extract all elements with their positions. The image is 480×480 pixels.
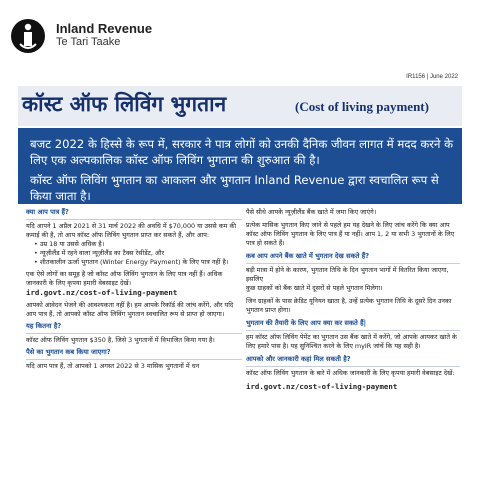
org-name-maori: Te Tari Taake	[56, 36, 121, 48]
page-title-hindi: कॉस्ट ऑफ लिविंग भुगतान	[22, 92, 227, 116]
header	[0, 0, 480, 78]
title-bar	[18, 86, 462, 126]
ineligible-group-text: एक ऐसे लोगों का समूह है जो कॉस्ट ऑफ लिविंग भुगतान के लिए पात्र नहीं हैं। अधिक जानकारी के लिए कृपया हमारी वेबसाइट देखें।	[26, 270, 223, 287]
payment-date-text: यदि आप पात्र हैं, तो आपको 1 अगस्त 2022 से 3 मासिक भुगतानों में धन	[26, 362, 200, 370]
heading-payment-date: पैसे का भुगतान कब किया जाएगा?	[26, 348, 111, 356]
intro-paragraph-2: कॉस्ट ऑफ लिविंग भुगतान का आकलन और भुगतान Inland Revenue द्वारा स्वचालित रूप से किया जाता है।	[30, 173, 439, 203]
monthly-check-text: प्रत्येक मासिक भुगतान किए जाने से पहले हम यह देखने के लिए जांच करेंगे कि क्या आप कॉस्ट ऑफ लिविंग भुगतान के लिए पात्र हैं या नहीं। आप 1, 2 या सभी 3 भुगतानों के लिए पात्र हो सकते हैं।	[246, 221, 455, 247]
divider	[246, 330, 460, 331]
volume-text-2: कुछ ग्राहकों को बैंक खाते में दूसरों से पहले भुगतान मिलेगा।	[246, 284, 383, 292]
website-link[interactable]: ird.govt.nz/cost-of-living-payment	[26, 288, 178, 297]
divider	[26, 359, 242, 360]
divider	[246, 263, 460, 264]
direct-deposit-text: पैसे सीधे आपके न्यूज़ीलैंड बैंक खाते में जमा किए जाएंगे।	[246, 208, 377, 216]
divider	[26, 219, 242, 220]
document-reference: IR1156 | June 2022	[406, 74, 458, 80]
divider	[26, 333, 242, 334]
list-item: • उम्र 18 या उससे अधिक है।	[34, 240, 242, 249]
intro-paragraph-1: बजट 2022 के हिस्से के रूप में, सरकार ने पात्र लोगों को उनकी दैनिक जीवन लागत में मदद करने के लिए एक अल्पकालिक कॉस्ट ऑफ लिविंग भुगतान की शुरुआत की है।	[30, 137, 454, 167]
amount-text: कॉस्ट ऑफ लिविंग भुगतान $350 है, जिसे 3 भुगतानों में विभाजित किया गया है।	[26, 336, 215, 344]
heading-eligibility: क्या आप पात्र हैं?	[26, 208, 69, 216]
left-column	[26, 208, 242, 371]
intro-panel	[18, 128, 462, 204]
heading-amount: यह कितना है?	[26, 322, 62, 330]
inland-revenue-logo-icon	[10, 18, 46, 54]
volume-text: बड़ी मात्रा में होने के कारण, भुगतान तिथि के दिन भुगतान भागों में वितरित किया जाएगा, इसलिए	[246, 266, 449, 283]
credit-union-text: जिन ग्राहकों के पास क्रेडिट यूनियन खाता है, उन्हें प्रत्येक भुगतान तिथि के दूसरे दिन उनका भुगतान प्राप्त होगा।	[246, 297, 452, 314]
heading-prepare: भुगतान की तैयारी के लिए आप क्या कर सकते हैं|	[246, 319, 366, 327]
heading-more-info: आपको और जानकारी कहां मिल सकती है?	[246, 355, 351, 363]
org-name: Inland Revenue	[56, 21, 153, 36]
org-name-block	[56, 21, 152, 49]
no-application-text: आपको आवेदन भेजने की आवश्यकता नहीं है। हम आपके रिकॉर्ड की जांच करेंगे, और यदि आप पात्र हैं, तो आपको कॉस्ट ऑफ लिविंग भुगतान स्वचालित रूप से प्राप्त हो जाएगा।	[26, 301, 234, 318]
list-item: • शीतकालीन ऊर्जा भुगतान (Winter Energy Payment) के लिए पात्र नहीं है।	[34, 258, 242, 267]
more-info-text: कॉस्ट ऑफ लिविंग भुगतान के बारे में अधिक जानकारी के लिए कृपया हमारी वेबसाइट देखें:	[246, 369, 455, 377]
right-column	[246, 208, 460, 392]
divider	[246, 366, 460, 367]
prepare-text: हम कॉस्ट ऑफ लिविंग पेमेंट का भुगतान उस बैंक खाते में करेंगे, जो आपके आयकर खाते के लिए हमारे पास है। यह सुनिश्चित करने के लिए myIR जांचें कि यह सही है।	[246, 333, 457, 350]
eligibility-list	[26, 240, 242, 267]
page-title-english: (Cost of living payment)	[295, 99, 429, 114]
list-item: • न्यूज़ीलैंड में रहने वाला न्यूज़ीलैंड का टैक्स रेसीडेंट, और	[34, 249, 242, 258]
heading-see-payment: कब आप अपने बैंक खाते में भुगतान देख सकते हैं?	[246, 252, 370, 260]
eligibility-text: यदि आपने 1 अप्रैल 2021 से 31 मार्च 2022 की अवधि में $70,000 या उससे कम की कमाई की है, तो आप कॉस्ट ऑफ लिविंग भुगतान प्राप्त कर सकते हैं, और आप:	[26, 222, 237, 239]
website-link[interactable]: ird.govt.nz/cost-of-living-payment	[246, 382, 398, 391]
